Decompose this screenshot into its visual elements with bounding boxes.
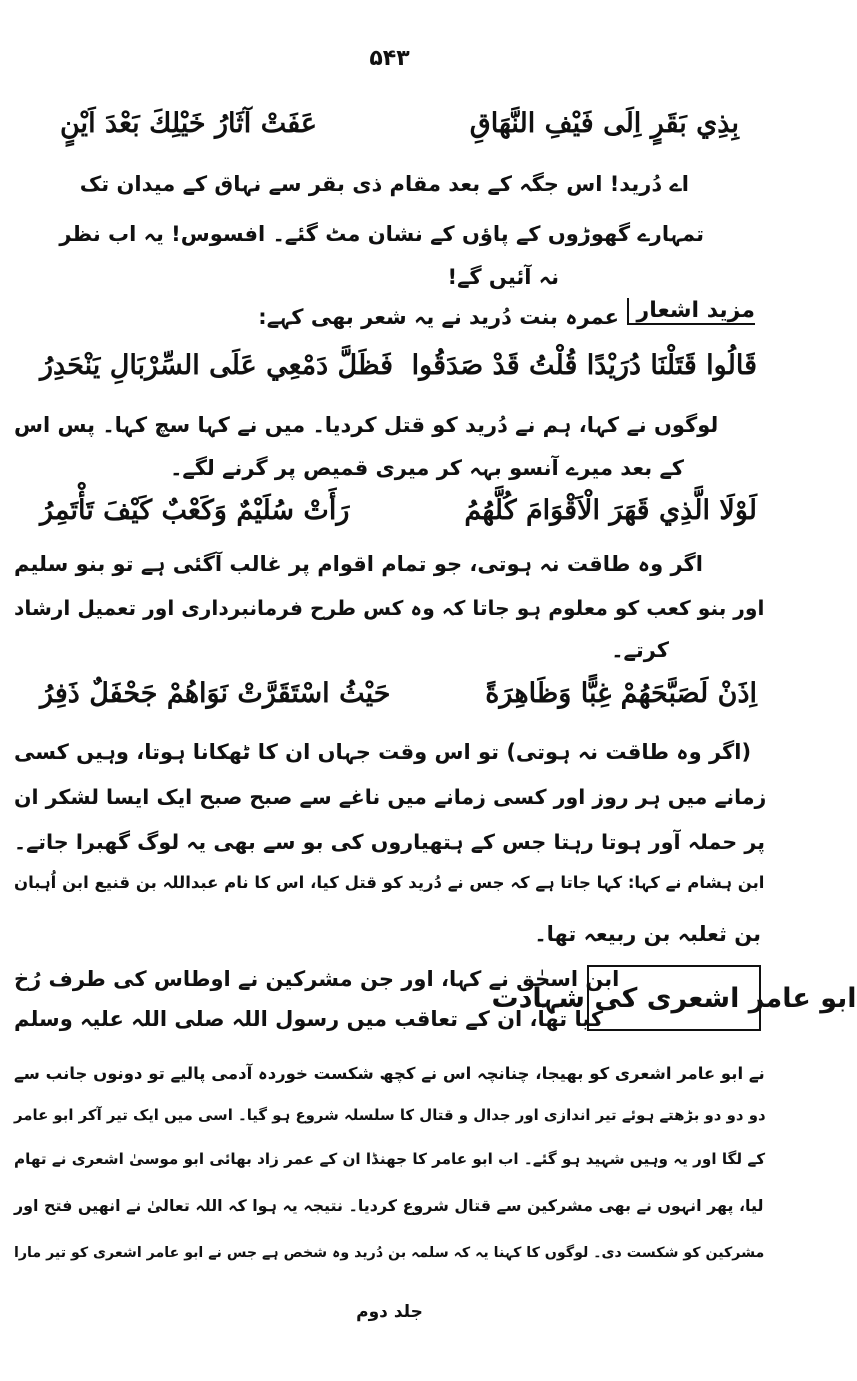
verse2-left-hemistich: فَظَلَّ دَمْعِي عَلَى السِّرْبَالِ يَنْحَدِرُ: [40, 350, 394, 381]
heading-box: مزید اشعار: [627, 298, 755, 325]
ibn-hisham-line: بن ثعلبہ بن ربیعہ تھا۔: [534, 922, 761, 946]
translation-line: اور بنو کعب کو معلوم ہو جاتا کہ وہ کس طرح فرمانبرداری اور تعمیل ارشاد: [14, 596, 765, 620]
translation-line: کرتے۔: [611, 638, 669, 662]
verse1-left-hemistich: عَفَتْ آثَارُ خَيْلِكَ بَعْدَ اَيْنٍ: [60, 108, 317, 139]
verse4-right-hemistich: اِذَنْ لَصَبَّحَهُمْ غِبًّا وَظَاهِرَةً: [485, 678, 757, 709]
body-line: لیا، پھر انہوں نے بھی مشرکین سے قتال شروع کردیا۔ نتیجہ یہ ہوا کہ اللہ تعالیٰ نے انھیں فتح اور: [14, 1196, 764, 1215]
body-line: نے ابو عامر اشعری کو بھیجا، چنانچہ اس نے کچھ شکست خوردہ آدمی پالیے تو دونوں جانب سے: [14, 1064, 765, 1083]
translation-line: پر حملہ آور ہوتا رہتا جس کے ہتھیاروں کی بو سے بھی یہ لوگ گھبرا جاتے۔: [14, 830, 766, 854]
body-line: کے لگا اور یہ وہیں شہید ہو گئے۔ اب ابو عامر کا جھنڈا ان کے عمر زاد بھائی ابو موسیٰ اشعری نے تھام: [14, 1150, 766, 1168]
verse1-right-hemistich: بِذِي بَقَرٍ اِلَى فَيْفِ النَّهَاقِ: [469, 108, 739, 139]
translation-line: اے دُرید! اس جگہ کے بعد مقام ذی بقر سے نہاق کے میدان تک: [79, 172, 689, 196]
translation-line: (اگر وہ طاقت نہ ہوتی) تو اس وقت جہاں ان کا ٹھکانا ہوتا، وہیں کسی: [14, 740, 752, 764]
section-heading-martyrdom: ابو عامر اشعری کی شہادت: [587, 965, 761, 1031]
volume-footer: جلد دوم: [356, 1302, 423, 1322]
translation-line: لوگوں نے کہا، ہم نے دُرید کو قتل کردیا۔ میں نے کہا سچ کہا۔ پس اس: [14, 413, 719, 437]
verse3-right-hemistich: لَوْلَا الَّذِي قَهَرَ الْاَقْوَامَ كُلَّهُمُ: [464, 495, 757, 526]
verse4-left-hemistich: حَيْثُ اسْتَقَرَّتْ نَوَاهُمْ جَحْفَلٌ ذَفِرُ: [40, 678, 391, 709]
martyrdom-intro-line: کیا تھا، ان کے تعاقب میں رسول اللہ صلی اللہ علیہ وسلم: [14, 1007, 604, 1031]
page-number: ۵۴۳: [369, 46, 410, 71]
translation-line: کے بعد میرے آنسو بہہ کر میری قمیص پر گرنے لگے۔: [170, 456, 684, 480]
intro-line: عمرہ بنت دُرید نے یہ شعر بھی کہے:: [258, 305, 619, 329]
body-line: مشرکین کو شکست دی۔ لوگوں کا کہنا یہ کہ سلمہ بن دُرید وہ شخص ہے جس نے ابو عامر اشعری کو تیر مارا: [14, 1245, 765, 1261]
section-heading-more-poems: [627, 298, 755, 323]
ibn-hisham-line: ابن ہشام نے کہا: کہا جاتا ہے کہ جس نے دُرید کو قتل کیا، اس کا نام عبداللہ بن قنیع ابن اُہبان: [14, 873, 765, 892]
translation-line: زمانے میں ہر روز اور کسی زمانے میں ناغے سے صبح صبح ایک ایسا لشکر ان: [14, 785, 767, 809]
translation-line: اگر وہ طاقت نہ ہوتی، جو تمام اقوام پر غالب آگئی ہے تو بنو سلیم: [14, 552, 703, 576]
translation-line: تمہارے گھوڑوں کے پاؤں کے نشان مٹ گئے۔ افسوس! یہ اب نظر: [59, 222, 704, 246]
body-line: دو دو دو بڑھتے ہوئے تیر اندازی اور جدال و قتال کا سلسلہ شروع ہو گیا۔ اسی میں ایک تیر آکر ابو عامر: [14, 1106, 766, 1124]
verse3-left-hemistich: رَأَتْ سُلَيْمٌ وَكَعْبٌ كَيْفَ تَأْتَمِرُ: [40, 495, 350, 526]
translation-line: نہ آئیں گے!: [447, 265, 559, 289]
martyrdom-intro-line: ابن اسحٰق نے کہا، اور جن مشرکین نے اوطاس کی طرف رُخ: [14, 967, 620, 991]
verse2-right-hemistich: قَالُوا قَتَلْنَا دُرَيْدًا قُلْتُ قَدْ صَدَقُوا: [411, 350, 757, 381]
